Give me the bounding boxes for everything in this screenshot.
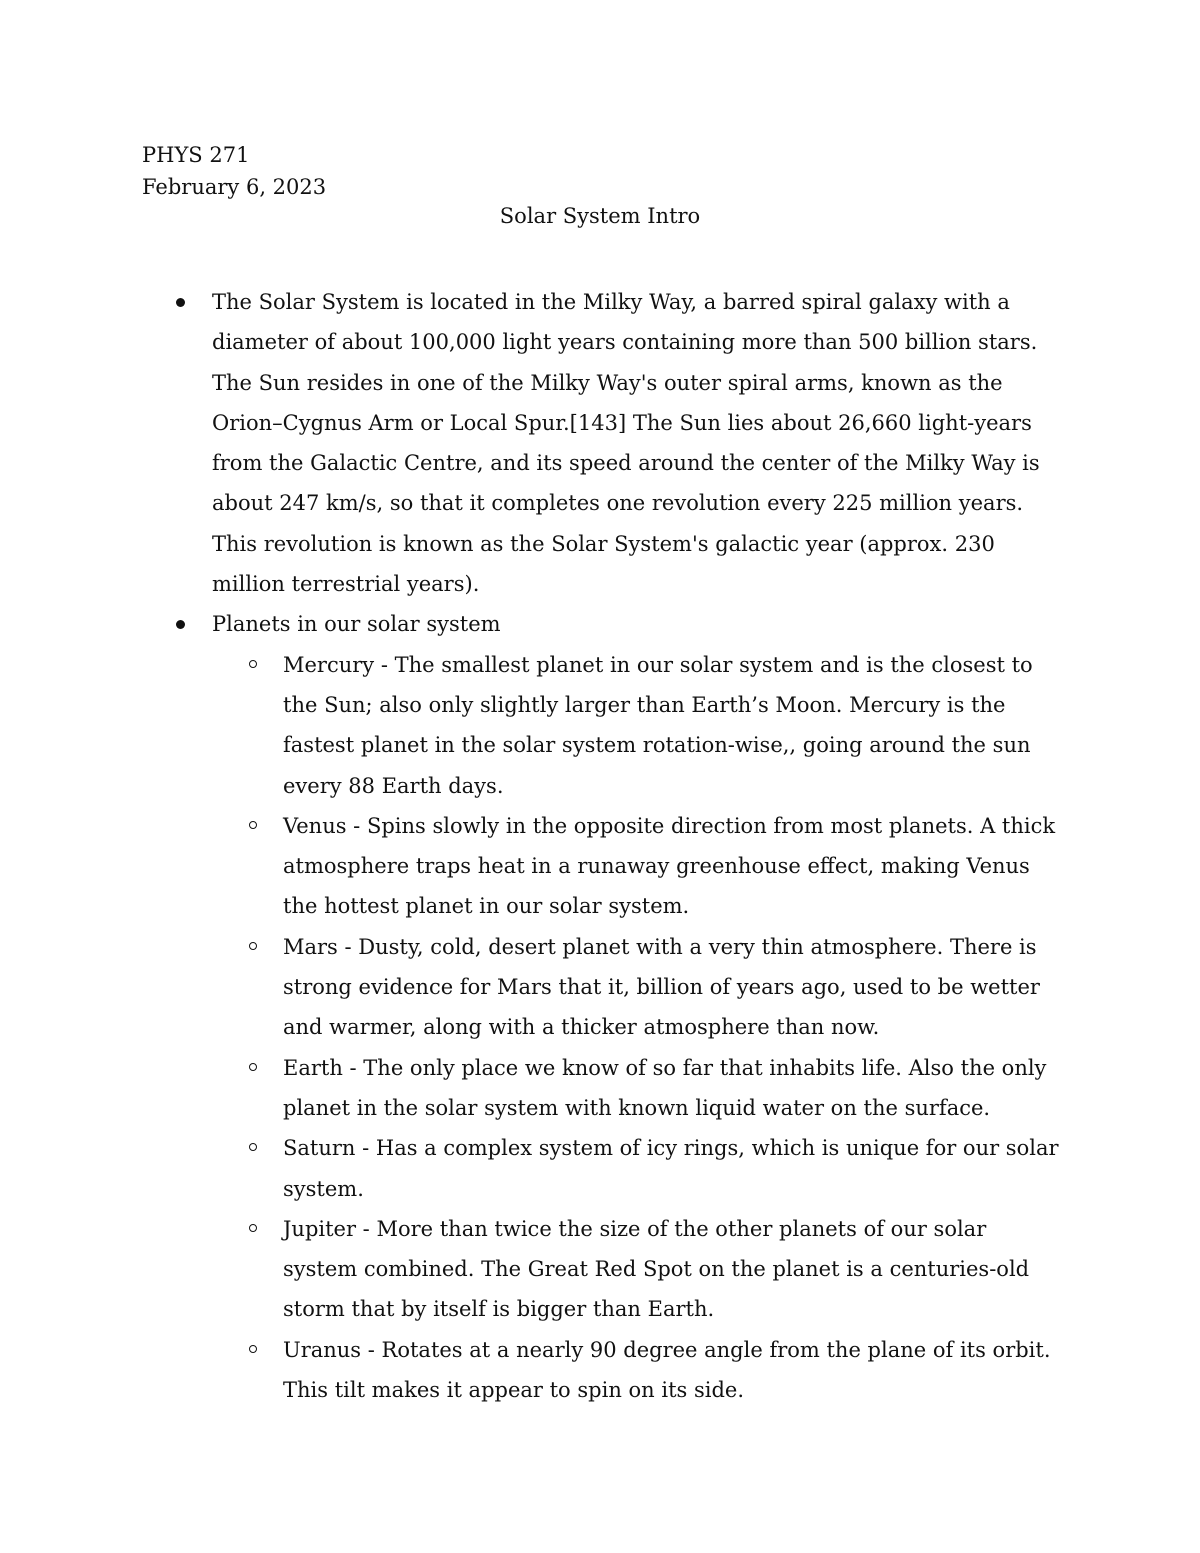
bullet-item-planets	[0, 604, 1062, 1410]
intro-paragraph: The Solar System is located in the Milky Way, a barred spiral galaxy with a diameter of about 100,000 light years containing more than 500 billion stars. The Sun resides in one of the Milky Way's outer spiral arms, known as the Orion–Cygnus Arm or Local Spur.[143] The Sun lies about 26,660 light-years from the Galactic Centre, and its speed around the center of the Milky Way is about 247 km/s, so that it completes one revolution every 225 million years. This revolution is known as the Solar System's galactic year (approx. 230 million terrestrial years).	[212, 290, 1040, 597]
bullet-list	[0, 282, 1200, 1410]
planet-list	[212, 645, 1062, 1411]
bullet-dot-icon	[176, 298, 185, 307]
circle-bullet-icon	[249, 660, 257, 668]
circle-bullet-icon	[249, 1224, 257, 1232]
document-date: February 6, 2023	[142, 175, 327, 199]
planet-text: Saturn - Has a complex system of icy rings, which is unique for our solar system.	[283, 1136, 1059, 1201]
planet-item-venus	[212, 806, 1063, 927]
planet-item-uranus	[212, 1330, 1063, 1411]
planet-item-saturn	[212, 1128, 1063, 1209]
planet-text: Earth - The only place we know of so far that inhabits life. Also the only planet in the solar system with known liquid water on the surface.	[283, 1055, 1047, 1120]
circle-bullet-icon	[249, 1345, 257, 1353]
bullet-dot-icon	[176, 620, 185, 629]
planet-text: Mercury - The smallest planet in our solar system and is the closest to the Sun; also only slightly larger than Earth’s Moon. Mercury is the fastest planet in the solar system rotation-wise,, going around the sun every 88 Earth days.	[283, 652, 1033, 798]
planet-item-jupiter	[212, 1209, 1063, 1330]
planet-item-mercury	[212, 645, 1063, 806]
circle-bullet-icon	[249, 1143, 257, 1151]
course-code: PHYS 271	[142, 143, 250, 167]
planet-text: Mars - Dusty, cold, desert planet with a very thin atmosphere. There is strong evidence for Mars that it, billion of years ago, used to be wetter and warmer, along with a thicker atmosphere than now.	[283, 934, 1040, 1040]
bullet-item-intro	[0, 282, 1062, 604]
planet-text: Jupiter - More than twice the size of the other planets of our solar system combined. The Great Red Spot on the planet is a centuries-old storm that by itself is bigger than Earth.	[283, 1216, 1030, 1322]
planet-item-mars	[212, 927, 1063, 1048]
circle-bullet-icon	[249, 942, 257, 950]
planet-item-earth	[212, 1048, 1063, 1129]
planet-text: Venus - Spins slowly in the opposite direction from most planets. A thick atmosphere traps heat in a runaway greenhouse effect, making Venus the hottest planet in our solar system.	[283, 813, 1056, 919]
circle-bullet-icon	[249, 821, 257, 829]
planet-text: Uranus - Rotates at a nearly 90 degree angle from the plane of its orbit. This tilt makes it appear to spin on its side.	[283, 1337, 1051, 1403]
planets-heading: Planets in our solar system	[212, 612, 501, 637]
document-title: Solar System Intro	[499, 204, 701, 228]
circle-bullet-icon	[249, 1063, 257, 1071]
